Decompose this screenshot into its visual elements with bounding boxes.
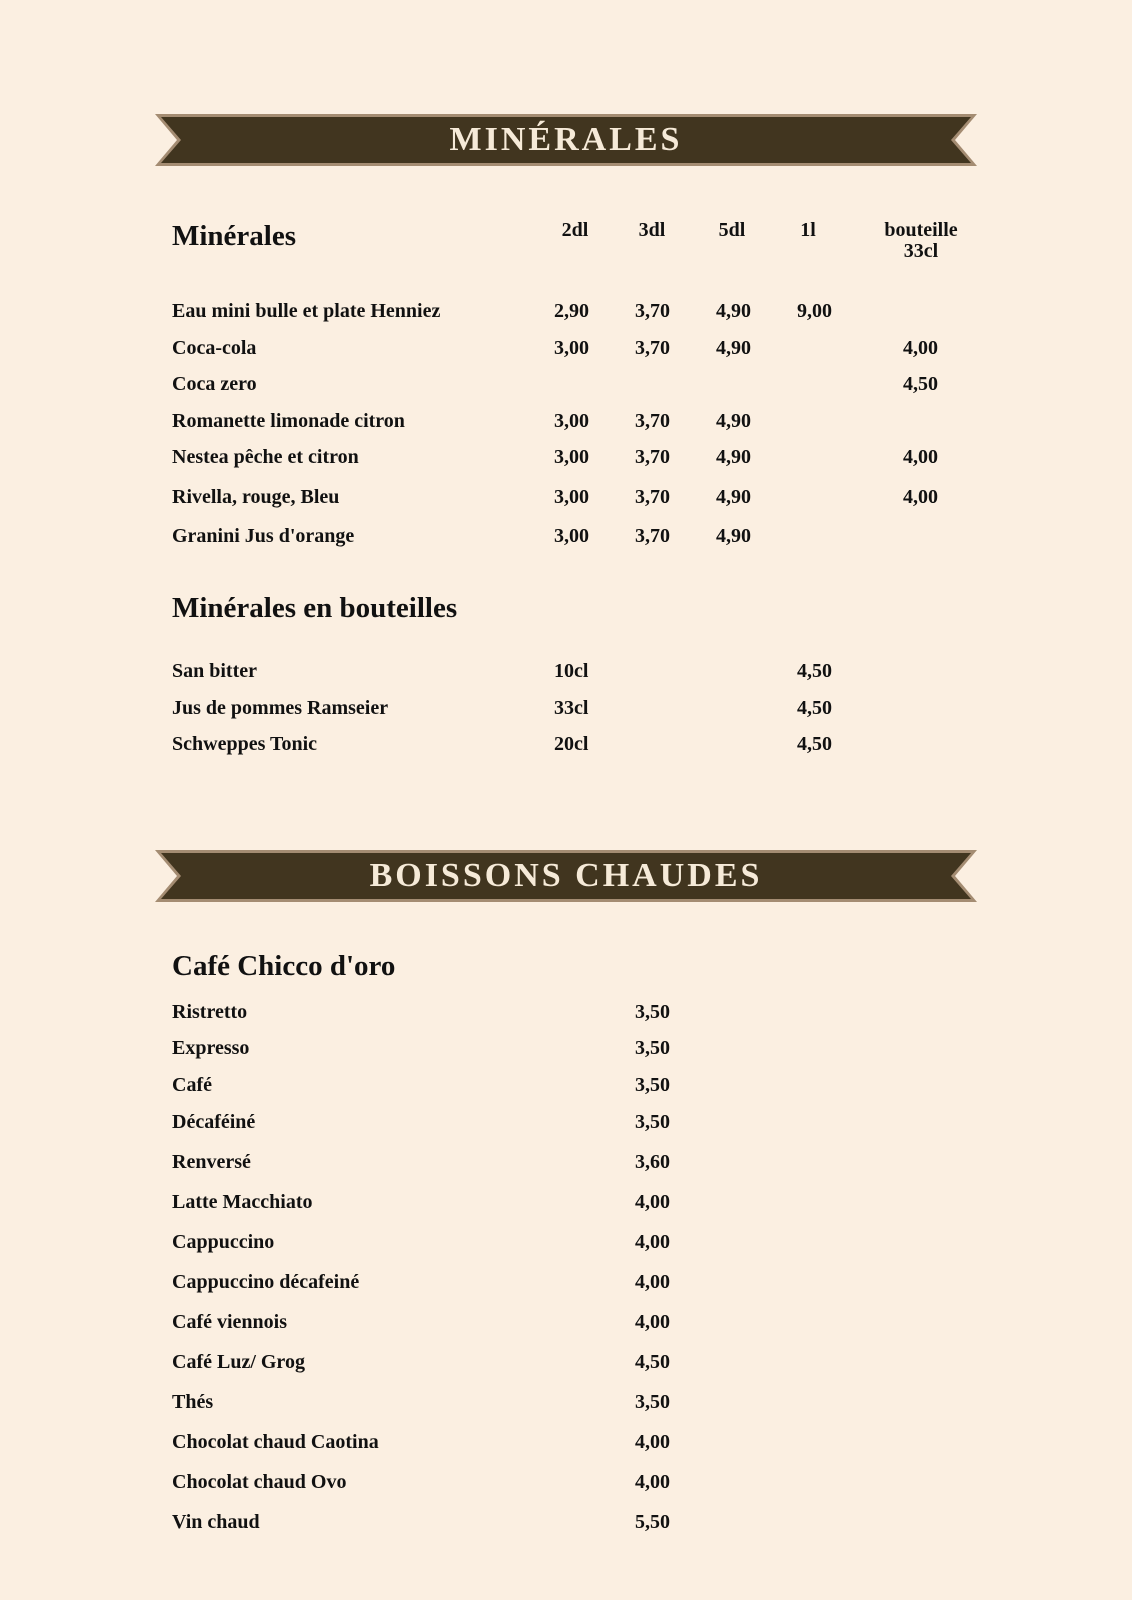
item-size: 10cl [554, 660, 589, 682]
item-name: Vin chaud [172, 1511, 260, 1533]
list-item [172, 337, 972, 363]
item-price: 4,50 [797, 660, 832, 682]
price-1l: 9,00 [797, 300, 832, 322]
item-name: Renversé [172, 1151, 251, 1173]
banner-title: BOISSONS CHAUDES [369, 857, 763, 894]
item-price: 4,50 [797, 697, 832, 719]
item-size: 20cl [554, 733, 589, 755]
item-name: Romanette limonade citron [172, 410, 405, 432]
item-price: 3,50 [635, 1001, 670, 1023]
list-item [172, 1391, 972, 1417]
banner-minerales [155, 114, 977, 166]
item-price: 4,00 [635, 1231, 670, 1253]
item-name: Eau mini bulle et plate Henniez [172, 300, 441, 322]
item-size: 33cl [554, 697, 589, 719]
price-3dl: 3,70 [635, 410, 670, 432]
list-item [172, 1351, 972, 1377]
list-item [172, 1191, 972, 1217]
item-price: 5,50 [635, 1511, 670, 1533]
item-name: Granini Jus d'orange [172, 525, 355, 547]
list-item [172, 1271, 972, 1297]
column-header-bouteille-label: bouteille [884, 219, 958, 241]
price-3dl: 3,70 [635, 525, 670, 547]
price-5dl: 4,90 [716, 486, 751, 508]
section-title-minerales: Minérales [172, 220, 297, 252]
price-2dl: 3,00 [554, 410, 589, 432]
item-name: Latte Macchiato [172, 1191, 313, 1213]
price-5dl: 4,90 [716, 300, 751, 322]
banner-title: MINÉRALES [449, 121, 683, 158]
list-item [172, 300, 972, 326]
item-name: Coca zero [172, 373, 257, 395]
column-header-bouteille-size: 33cl [903, 240, 939, 262]
column-header-3dl: 3dl [638, 219, 666, 241]
list-item [172, 1111, 972, 1137]
item-price: 4,50 [635, 1351, 670, 1373]
price-3dl: 3,70 [635, 486, 670, 508]
price-3dl: 3,70 [635, 300, 670, 322]
list-item [172, 373, 972, 399]
price-5dl: 4,90 [716, 410, 751, 432]
price-3dl: 3,70 [635, 337, 670, 359]
section-title-bouteilles: Minérales en bouteilles [172, 592, 458, 624]
item-price: 3,50 [635, 1111, 670, 1133]
item-price: 3,60 [635, 1151, 670, 1173]
item-name: Chocolat chaud Ovo [172, 1471, 347, 1493]
list-item [172, 525, 972, 551]
item-price: 3,50 [635, 1391, 670, 1413]
list-item [172, 1431, 972, 1457]
price-5dl: 4,90 [716, 337, 751, 359]
price-5dl: 4,90 [716, 525, 751, 547]
list-item [172, 1311, 972, 1337]
price-bouteille: 4,00 [903, 337, 938, 359]
price-2dl: 3,00 [554, 525, 589, 547]
item-price: 4,50 [797, 733, 832, 755]
list-item [172, 733, 972, 759]
list-item [172, 446, 972, 472]
item-name: Ristretto [172, 1001, 248, 1023]
item-name: Rivella, rouge, Bleu [172, 486, 340, 508]
price-bouteille: 4,00 [903, 446, 938, 468]
list-item [172, 1471, 972, 1497]
item-name: Coca-cola [172, 337, 257, 359]
list-item [172, 1231, 972, 1257]
list-item [172, 1001, 972, 1027]
list-item [172, 1074, 972, 1100]
item-name: Cappuccino décafeiné [172, 1271, 360, 1293]
item-name: Expresso [172, 1037, 250, 1059]
item-name: San bitter [172, 660, 257, 682]
item-price: 4,00 [635, 1311, 670, 1333]
column-header-2dl: 2dl [561, 219, 589, 241]
price-3dl: 3,70 [635, 446, 670, 468]
list-item [172, 697, 972, 723]
column-header-1l: 1l [800, 219, 816, 241]
price-2dl: 3,00 [554, 337, 589, 359]
item-name: Café viennois [172, 1311, 287, 1333]
item-name: Café Luz/ Grog [172, 1351, 305, 1373]
item-price: 3,50 [635, 1037, 670, 1059]
item-price: 3,50 [635, 1074, 670, 1096]
list-item [172, 1511, 972, 1537]
banner-boissons-chaudes [155, 850, 977, 902]
column-header-bouteille [868, 220, 974, 262]
item-name: Cappuccino [172, 1231, 275, 1253]
list-item [172, 1151, 972, 1177]
price-2dl: 3,00 [554, 446, 589, 468]
item-name: Jus de pommes Ramseier [172, 697, 389, 719]
item-name: Café [172, 1074, 212, 1096]
item-price: 4,00 [635, 1271, 670, 1293]
item-name: Décaféiné [172, 1111, 256, 1133]
item-price: 4,00 [635, 1471, 670, 1493]
item-name: Nestea pêche et citron [172, 446, 359, 468]
price-5dl: 4,90 [716, 446, 751, 468]
price-bouteille: 4,50 [903, 373, 938, 395]
list-item [172, 486, 972, 512]
section-title-cafe: Café Chicco d'oro [172, 950, 396, 982]
list-item [172, 1037, 972, 1063]
item-name: Chocolat chaud Caotina [172, 1431, 379, 1453]
item-name: Thés [172, 1391, 214, 1413]
item-name: Schweppes Tonic [172, 733, 318, 755]
price-bouteille: 4,00 [903, 486, 938, 508]
price-2dl: 3,00 [554, 486, 589, 508]
list-item [172, 410, 972, 436]
item-price: 4,00 [635, 1431, 670, 1453]
price-2dl: 2,90 [554, 300, 589, 322]
item-price: 4,00 [635, 1191, 670, 1213]
list-item [172, 660, 972, 686]
column-header-5dl: 5dl [718, 219, 746, 241]
